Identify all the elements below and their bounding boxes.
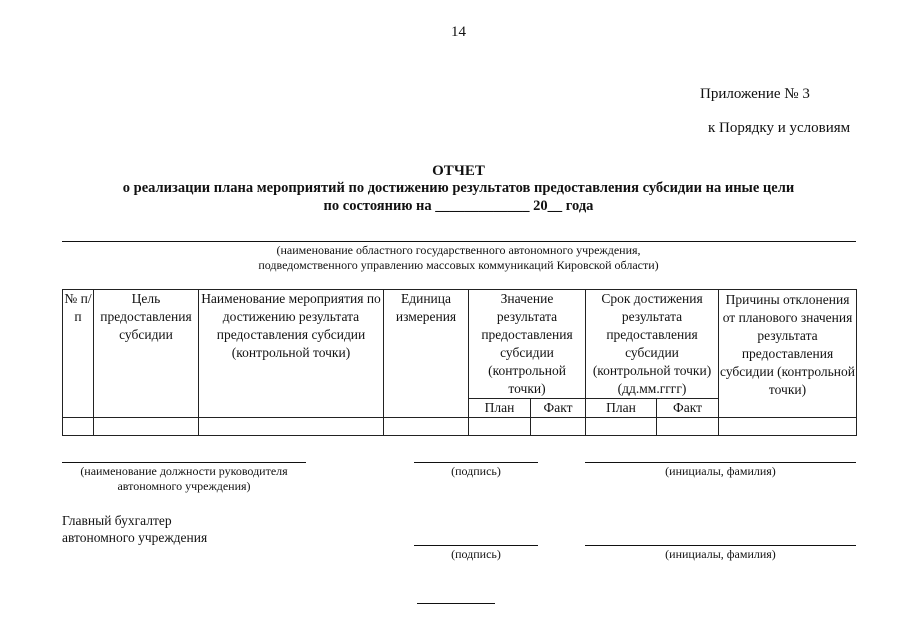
cell-empty[interactable]: [469, 418, 531, 436]
accountant-signature-caption: (подпись): [451, 547, 501, 561]
report-as-of-date: по состоянию на _____________ 20__ года: [323, 198, 594, 214]
head-position-caption-1: (наименование должности руководителя: [80, 464, 288, 478]
cell-empty[interactable]: [657, 418, 719, 436]
header-deadline-plan: План: [586, 399, 657, 418]
cell-empty[interactable]: [384, 418, 469, 436]
annex-label: Приложение № 3: [700, 86, 810, 102]
header-unit: Единица измерения: [384, 290, 469, 418]
report-subtitle: о реализации плана мероприятий по достижению результатов предоставления субсидии на иные цели: [122, 180, 795, 196]
report-table: [62, 289, 857, 436]
annex-reference: к Порядку и условиям: [708, 120, 851, 136]
header-goal: Цель предоставления субсидии: [94, 290, 199, 418]
cell-empty[interactable]: [63, 418, 94, 436]
head-position-line: [62, 462, 306, 463]
header-reasons: Причины отклонения от планового значения результата предоставления субсидии (контрольной точки): [719, 290, 857, 418]
page-number: 14: [451, 24, 466, 40]
end-separator-line: [417, 603, 495, 604]
cell-empty[interactable]: [94, 418, 199, 436]
head-initials-line: [585, 462, 856, 463]
accountant-initials-line: [585, 545, 856, 546]
table-row: [63, 418, 857, 436]
org-caption-line1: (наименование областного государственного автономного учреждения,: [276, 243, 641, 257]
header-event: Наименование мероприятия по достижению результата предоставления субсидии (контрольной точки): [199, 290, 384, 418]
cell-empty[interactable]: [719, 418, 857, 436]
accountant-signature-line: [414, 545, 538, 546]
head-initials-caption: (инициалы, фамилия): [665, 464, 776, 478]
header-deadline: Срок достижения результата предоставления субсидии (контрольной точки) (дд.мм.гггг): [586, 290, 719, 399]
header-deadline-fact: Факт: [657, 399, 719, 418]
head-position-caption-2: автономного учреждения): [117, 479, 251, 493]
head-signature-caption: (подпись): [451, 464, 501, 478]
org-caption-line2: подведомственного управлению массовых коммуникаций Кировской области): [258, 258, 659, 272]
report-title: ОТЧЕТ: [432, 163, 485, 179]
head-signature-line: [414, 462, 538, 463]
header-number: № п/п: [63, 290, 94, 418]
cell-empty[interactable]: [531, 418, 586, 436]
cell-empty[interactable]: [199, 418, 384, 436]
cell-empty[interactable]: [586, 418, 657, 436]
chief-accountant-title-1: Главный бухгалтер: [62, 513, 172, 528]
header-value-plan: План: [469, 399, 531, 418]
header-value: Значение результата предоставления субсидии (контрольной точки): [469, 290, 586, 399]
org-name-line: [62, 241, 856, 242]
accountant-initials-caption: (инициалы, фамилия): [665, 547, 776, 561]
chief-accountant-title-2: автономного учреждения: [62, 530, 208, 545]
header-value-fact: Факт: [531, 399, 586, 418]
